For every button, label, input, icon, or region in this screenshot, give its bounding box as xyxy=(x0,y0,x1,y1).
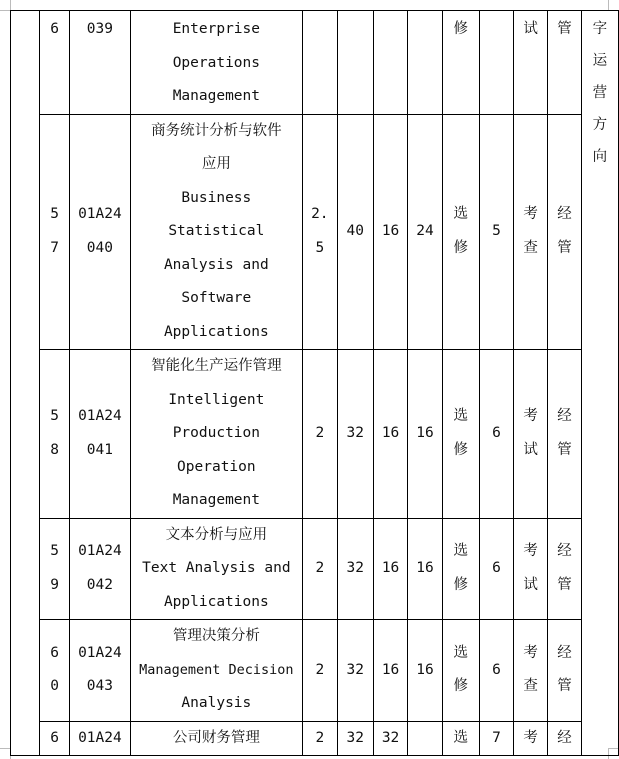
credits-cell: 2.5 xyxy=(303,114,337,350)
table-row xyxy=(11,114,619,350)
department-cell: 经管 xyxy=(548,620,581,722)
department-cell: 经管 xyxy=(548,518,581,620)
seq-cell: 58 xyxy=(39,350,69,519)
course-name-cell: 商务统计分析与软件 应用 Business Statistical Analysis and Software Applications xyxy=(130,114,302,350)
seq-cell: 6 xyxy=(39,721,69,756)
course-type-cell: 选修 xyxy=(442,114,479,350)
code-cell: 01A24041 xyxy=(70,350,130,519)
course-type-cell: 选修 xyxy=(442,350,479,519)
assessment-cell: 考试 xyxy=(513,518,547,620)
table-row xyxy=(11,721,619,756)
assessment-cell: 考 xyxy=(513,721,547,756)
course-name-cell: Enterprise Operations Management xyxy=(130,11,302,115)
hours-practice-cell: 24 xyxy=(408,114,442,350)
seq-cell: 6 xyxy=(39,11,69,115)
assessment-cell: 考查 xyxy=(513,620,547,722)
hours-lecture-cell: 16 xyxy=(373,350,407,519)
code-cell: 039 xyxy=(70,11,130,115)
hours-total-cell: 32 xyxy=(337,620,373,722)
course-name-cell: 公司财务管理 xyxy=(130,721,302,756)
course-type-cell: 选修 xyxy=(442,518,479,620)
seq-cell: 59 xyxy=(39,518,69,620)
table-row xyxy=(11,620,619,722)
department-cell: 经 xyxy=(548,721,581,756)
department-cell: 经管 xyxy=(548,350,581,519)
hours-practice-cell xyxy=(408,11,442,115)
semester-cell xyxy=(479,11,513,115)
code-cell: 01A24040 xyxy=(70,114,130,350)
semester-cell: 6 xyxy=(479,620,513,722)
table-row xyxy=(11,11,619,115)
hours-practice-cell: 16 xyxy=(408,518,442,620)
course-type-cell: 选 xyxy=(442,721,479,756)
left-margin-cell xyxy=(11,11,40,756)
seq-cell: 57 xyxy=(39,114,69,350)
assessment-cell: 考试 xyxy=(513,350,547,519)
assessment-cell: 考查 xyxy=(513,114,547,350)
course-name-cell: 管理决策分析 Management Decision Analysis xyxy=(130,620,302,722)
semester-cell: 6 xyxy=(479,518,513,620)
course-type-cell: 修 xyxy=(442,11,479,115)
hours-practice-cell xyxy=(408,721,442,756)
credits-cell: 2 xyxy=(303,721,337,756)
credits-cell: 2 xyxy=(303,350,337,519)
department-cell: 经管 xyxy=(548,114,581,350)
credits-cell: 2 xyxy=(303,620,337,722)
course-name-cell: 文本分析与应用 Text Analysis and Applications xyxy=(130,518,302,620)
hours-lecture-cell: 16 xyxy=(373,114,407,350)
hours-total-cell: 40 xyxy=(337,114,373,350)
hours-total-cell: 32 xyxy=(337,721,373,756)
hours-lecture-cell: 16 xyxy=(373,518,407,620)
hours-total-cell: 32 xyxy=(337,350,373,519)
assessment-cell: 试 xyxy=(513,11,547,115)
course-table xyxy=(10,10,619,756)
hours-lecture-cell: 32 xyxy=(373,721,407,756)
hours-lecture-cell: 16 xyxy=(373,620,407,722)
code-cell: 01A24042 xyxy=(70,518,130,620)
hours-practice-cell: 16 xyxy=(408,350,442,519)
credits-cell: 2 xyxy=(303,518,337,620)
hours-total-cell xyxy=(337,11,373,115)
seq-cell: 60 xyxy=(39,620,69,722)
semester-cell: 5 xyxy=(479,114,513,350)
course-name-cell: 智能化生产运作管理 Intelligent Production Operation Management xyxy=(130,350,302,519)
credits-cell xyxy=(303,11,337,115)
hours-practice-cell: 16 xyxy=(408,620,442,722)
semester-cell: 7 xyxy=(479,721,513,756)
hours-total-cell: 32 xyxy=(337,518,373,620)
course-type-cell: 选修 xyxy=(442,620,479,722)
semester-cell: 6 xyxy=(479,350,513,519)
hours-lecture-cell xyxy=(373,11,407,115)
department-cell: 管 xyxy=(548,11,581,115)
code-cell: 01A24 xyxy=(70,721,130,756)
table-row xyxy=(11,350,619,519)
table-row xyxy=(11,518,619,620)
direction-label-cell: 字运营方向 xyxy=(581,11,618,756)
code-cell: 01A24043 xyxy=(70,620,130,722)
